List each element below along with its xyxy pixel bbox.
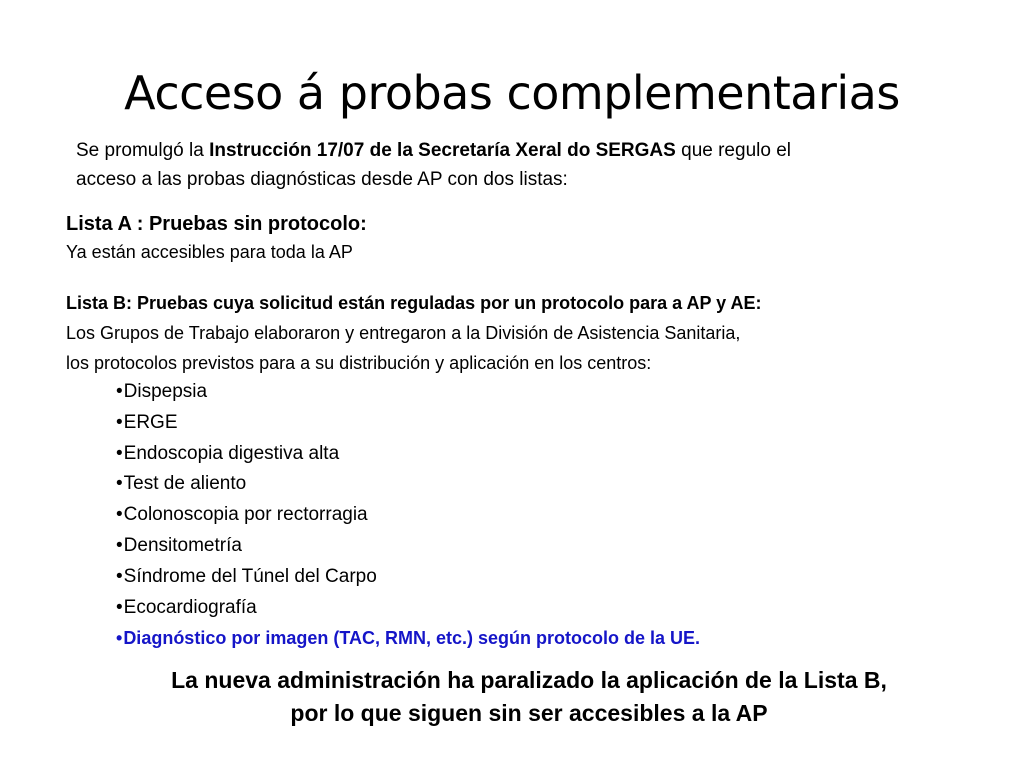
protocol-label: Endoscopia digestiva alta <box>123 442 340 464</box>
list-item <box>116 562 700 593</box>
bullet-icon: • <box>116 411 123 433</box>
protocol-label: Test de aliento <box>123 473 247 495</box>
lista-a-heading: Lista A : Pruebas sin protocolo: <box>66 213 367 235</box>
bullet-icon: • <box>116 628 123 649</box>
bullet-icon: • <box>116 504 123 526</box>
lista-a-description: Ya están accesibles para toda la AP <box>66 242 353 262</box>
list-item <box>116 439 700 470</box>
list-item <box>116 531 700 562</box>
intro-paragraph <box>76 136 956 194</box>
list-item <box>116 377 700 408</box>
list-item <box>116 408 700 439</box>
slide-title: Acceso á probas complementarias <box>124 66 900 120</box>
bullet-icon: • <box>116 534 123 556</box>
bullet-icon: • <box>116 442 123 464</box>
bullet-icon: • <box>116 473 123 495</box>
bullet-icon: • <box>116 565 123 587</box>
conclusion-line-1: La nueva administración ha paralizado la aplicación de la Lista B, <box>171 667 887 693</box>
intro-prefix: Se promulgó la <box>76 140 210 161</box>
protocol-label: Densitometría <box>123 534 242 556</box>
conclusion-statement <box>0 664 1024 730</box>
lista-a-section <box>66 210 966 266</box>
lista-b-section <box>66 288 966 378</box>
list-item <box>116 593 700 624</box>
protocol-label: Dispepsia <box>123 381 208 402</box>
instruction-reference: Instrucción 17/07 de la Secretaría Xeral do SERGAS <box>209 140 676 161</box>
lista-b-description-line-1: Los Grupos de Trabajo elaboraron y entregaron a la División de Asistencia Sanitaria, <box>66 323 741 343</box>
list-item <box>116 500 700 531</box>
protocol-label: Síndrome del Túnel del Carpo <box>123 565 377 587</box>
conclusion-line-2: por lo que siguen sin ser accesibles a la AP <box>290 700 768 726</box>
protocol-label: Ecocardiografía <box>123 596 257 618</box>
list-item <box>116 469 700 500</box>
protocol-list <box>116 377 700 654</box>
intro-line-2: acceso a las probas diagnósticas desde AP con dos listas: <box>76 169 568 190</box>
list-item-highlighted <box>116 623 700 654</box>
bullet-icon: • <box>116 381 123 402</box>
lista-b-description-line-2: los protocolos previstos para a su distribución y aplicación en los centros: <box>66 353 652 373</box>
lista-b-heading: Lista B: Pruebas cuya solicitud están reguladas por un protocolo para a AP y AE: <box>66 293 762 313</box>
protocol-label: Colonoscopia por rectorragia <box>123 504 368 526</box>
protocol-label: Diagnóstico por imagen (TAC, RMN, etc.) según protocolo de la UE. <box>123 628 701 649</box>
protocol-label: ERGE <box>123 411 178 433</box>
bullet-icon: • <box>116 596 123 618</box>
intro-suffix: que regulo el <box>675 140 791 161</box>
